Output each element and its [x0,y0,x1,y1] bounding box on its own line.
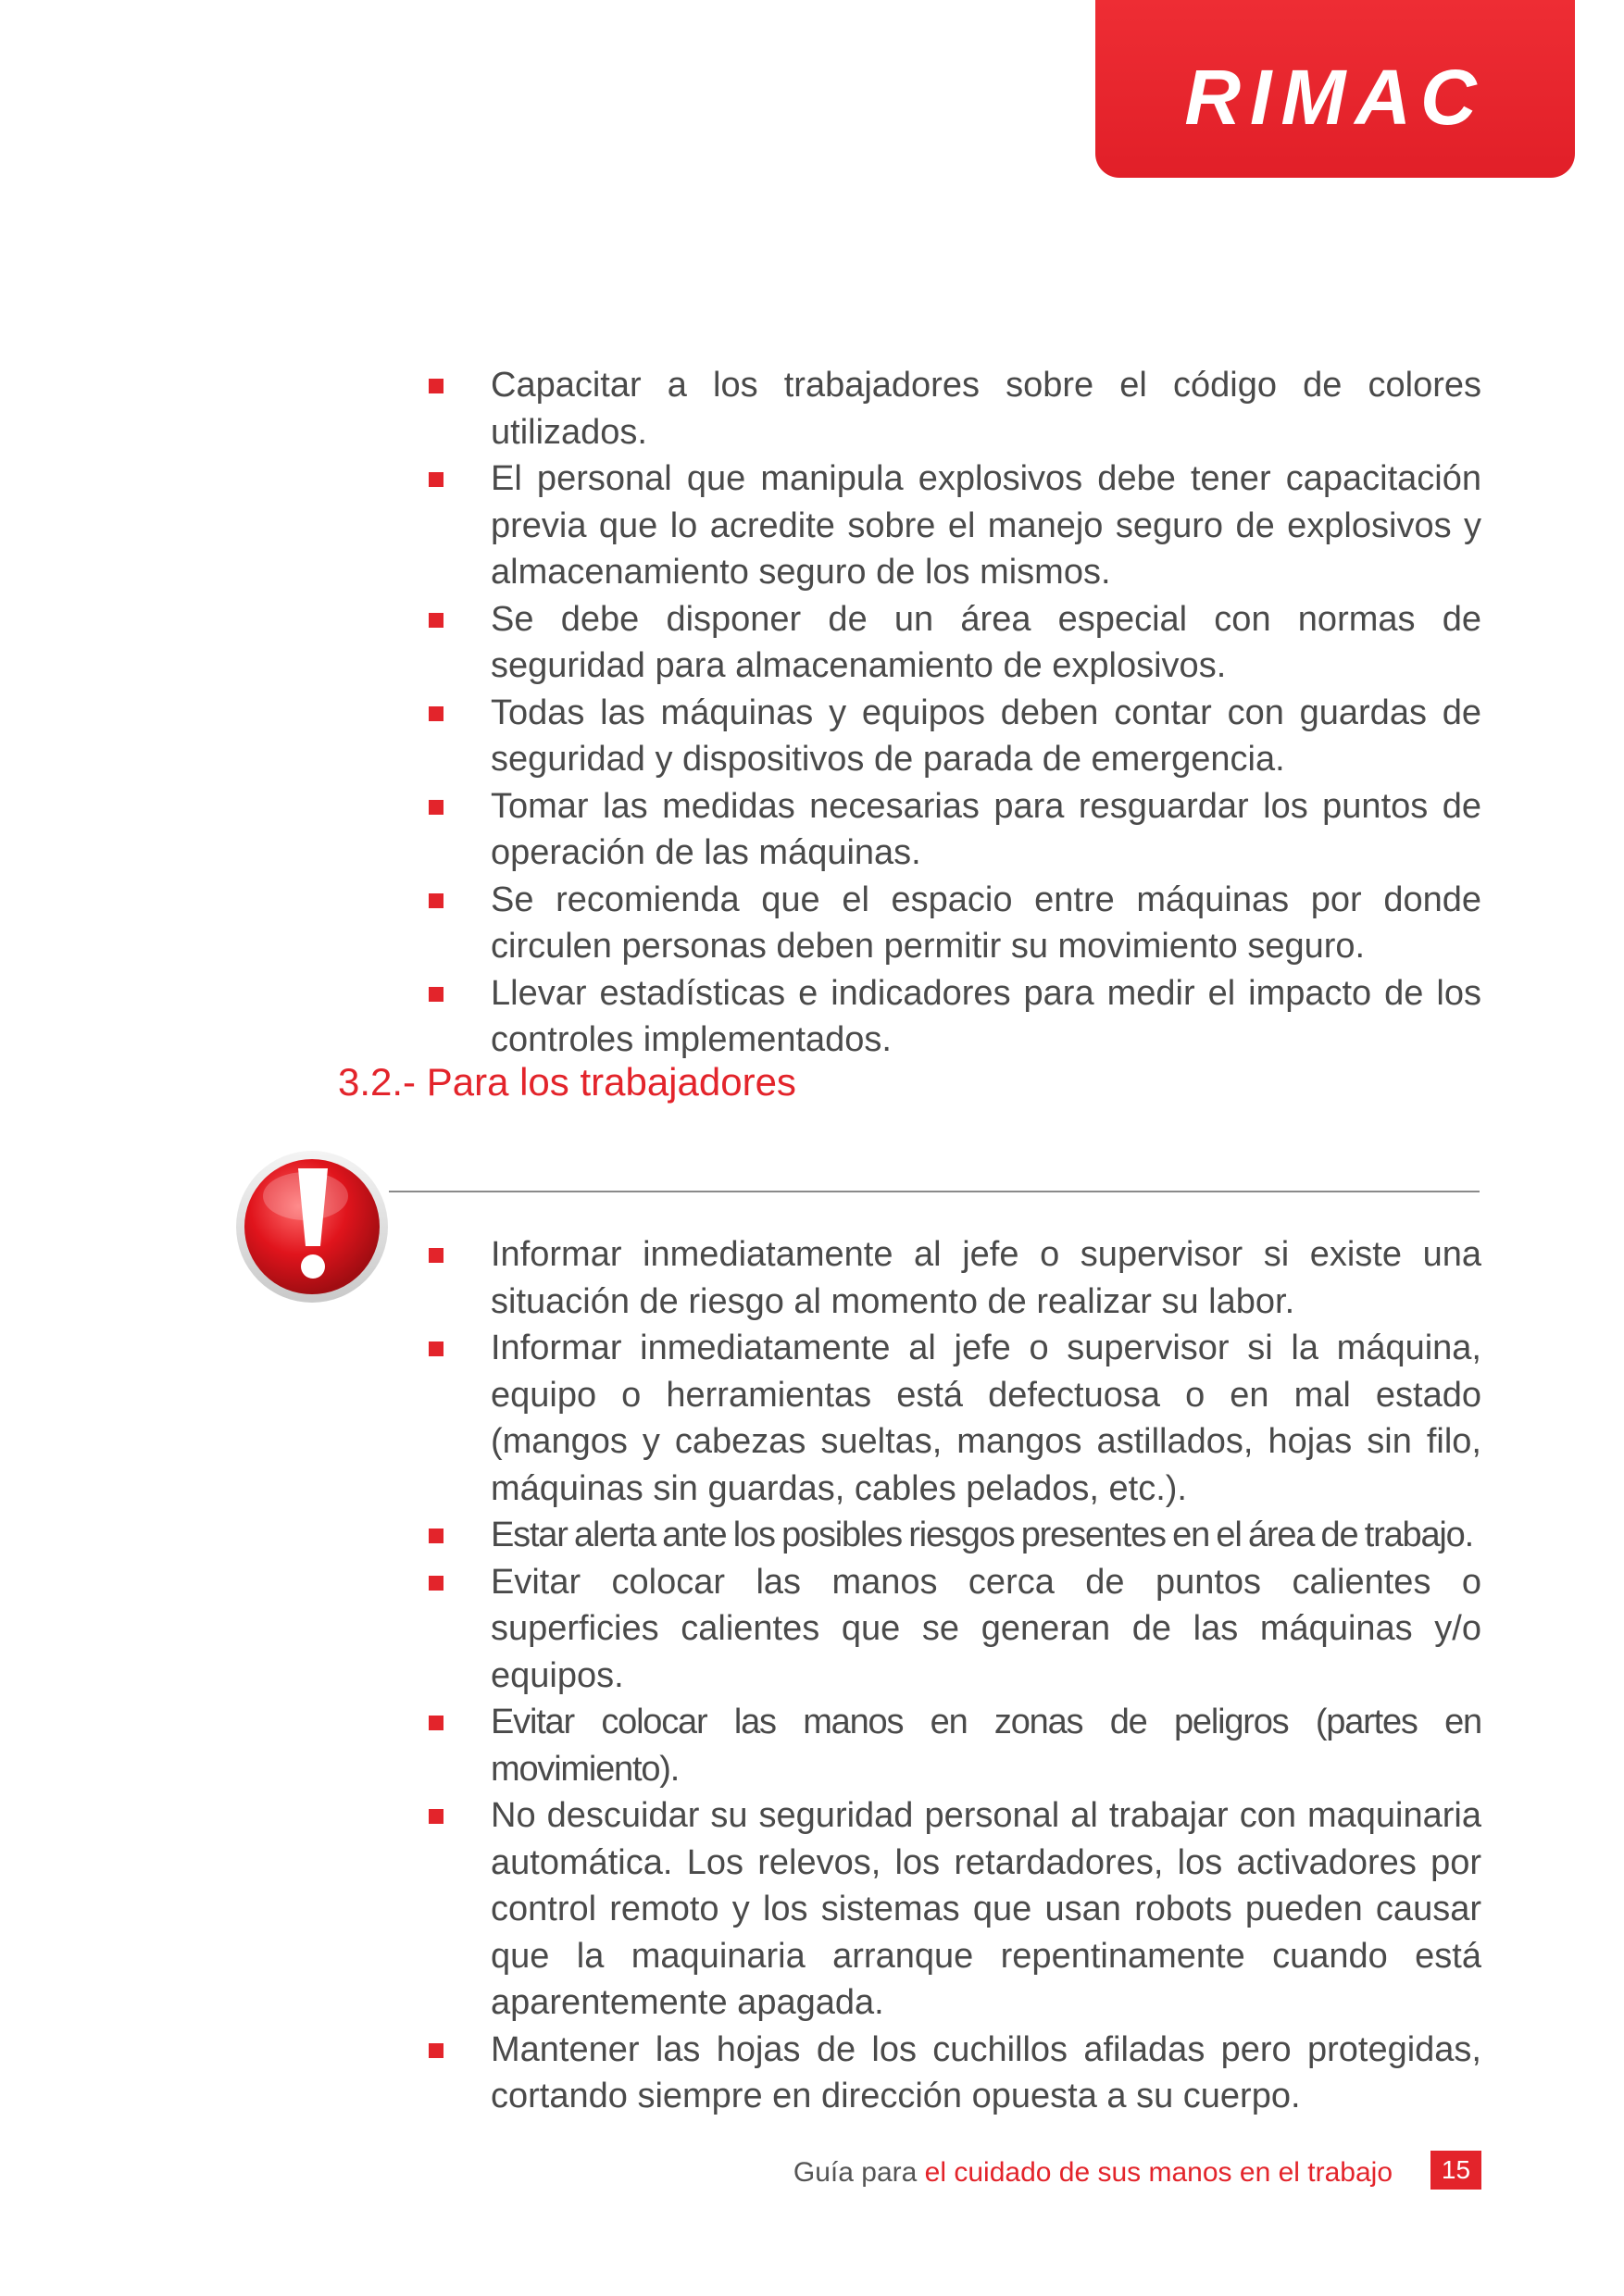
footer-title [793,2157,1393,2189]
list-item-text: Informar inmediatamente al jefe o supervisor si existe una situación de riesgo al momento de realizar su labor. [491,1235,1481,1321]
logo-tab [1095,0,1575,178]
list-item [421,877,1481,970]
bottom-bullet-list [421,1231,1481,2120]
square-bullet-icon [429,706,443,721]
list-item-text: Se recomienda que el espacio entre máquinas por donde circulen personas deben permitir su movimiento seguro. [491,880,1481,966]
exclamation-icon [233,1148,391,1305]
page-number: 15 [1430,2151,1481,2190]
footer-prefix: Guía para [793,2157,925,2188]
list-item [421,1699,1481,1792]
list-item [421,1231,1481,1325]
square-bullet-icon [429,1529,443,1543]
list-item-text: Informar inmediatamente al jefe o supervisor si la máquina, equipo o herramientas está defectuosa o en mal estado (mangos y cabezas sueltas, mangos astillados, hojas sin filo, máquinas sin guardas, cables pelados, etc.). [491,1329,1481,1508]
list-item-text: Mantener las hojas de los cuchillos afiladas pero protegidas, cortando siempre en dirección opuesta a su cuerpo. [491,2029,1481,2115]
square-bullet-icon [429,800,443,815]
square-bullet-icon [429,379,443,393]
square-bullet-icon [429,1576,443,1591]
list-item [421,970,1481,1064]
square-bullet-icon [429,987,443,1002]
square-bullet-icon [429,1809,443,1824]
list-item-text: Capacitar a los trabajadores sobre el código de colores utilizados. [491,366,1481,452]
section-divider [389,1191,1480,1192]
top-bullet-list [421,362,1481,1064]
list-item [421,1559,1481,1700]
square-bullet-icon [429,613,443,628]
section-heading: 3.2.- Para los trabajadores [338,1060,796,1104]
list-item-text: Evitar colocar las manos en zonas de peligros (partes en movimiento). [491,1703,1481,1789]
list-item [421,783,1481,877]
list-item [421,1325,1481,1512]
list-item [421,1792,1481,2027]
logo: RIMAC [1184,53,1486,141]
square-bullet-icon [429,1716,443,1730]
list-item-text: Estar alerta ante los posibles riesgos presentes en el área de trabajo. [491,1516,1473,1554]
square-bullet-icon [429,893,443,908]
list-item-text: Tomar las medidas necesarias para resguardar los puntos de operación de las máquinas. [491,786,1481,872]
list-item [421,596,1481,690]
square-bullet-icon [429,472,443,487]
square-bullet-icon [429,2043,443,2058]
list-item [421,455,1481,596]
footer-highlight: el cuidado de sus manos en el trabajo [924,2157,1393,2188]
list-item [421,362,1481,455]
list-item [421,2027,1481,2120]
list-item-text: El personal que manipula explosivos debe tener capacitación previa que lo acredite sobre el manejo seguro de explosivos y almacenamiento seguro de los mismos. [491,459,1481,592]
square-bullet-icon [429,1341,443,1356]
square-bullet-icon [429,1248,443,1263]
list-item-text: Evitar colocar las manos cerca de puntos calientes o superficies calientes que se generan de las máquinas y/o equipos. [491,1562,1481,1695]
list-item [421,1512,1481,1559]
list-item-text: Llevar estadísticas e indicadores para medir el impacto de los controles implementados. [491,973,1481,1059]
list-item-text: Se debe disponer de un área especial con normas de seguridad para almacenamiento de explosivos. [491,599,1481,685]
list-item [421,690,1481,783]
list-item-text: Todas las máquinas y equipos deben contar con guardas de seguridad y dispositivos de parada de emergencia. [491,693,1481,779]
list-item-text: No descuidar su seguridad personal al trabajar con maquinaria automática. Los relevos, los retardadores, los activadores por control remoto y los sistemas que usan robots pueden causar que la maquinaria arranque repentinamente cuando está aparentemente apagada. [491,1796,1481,2022]
